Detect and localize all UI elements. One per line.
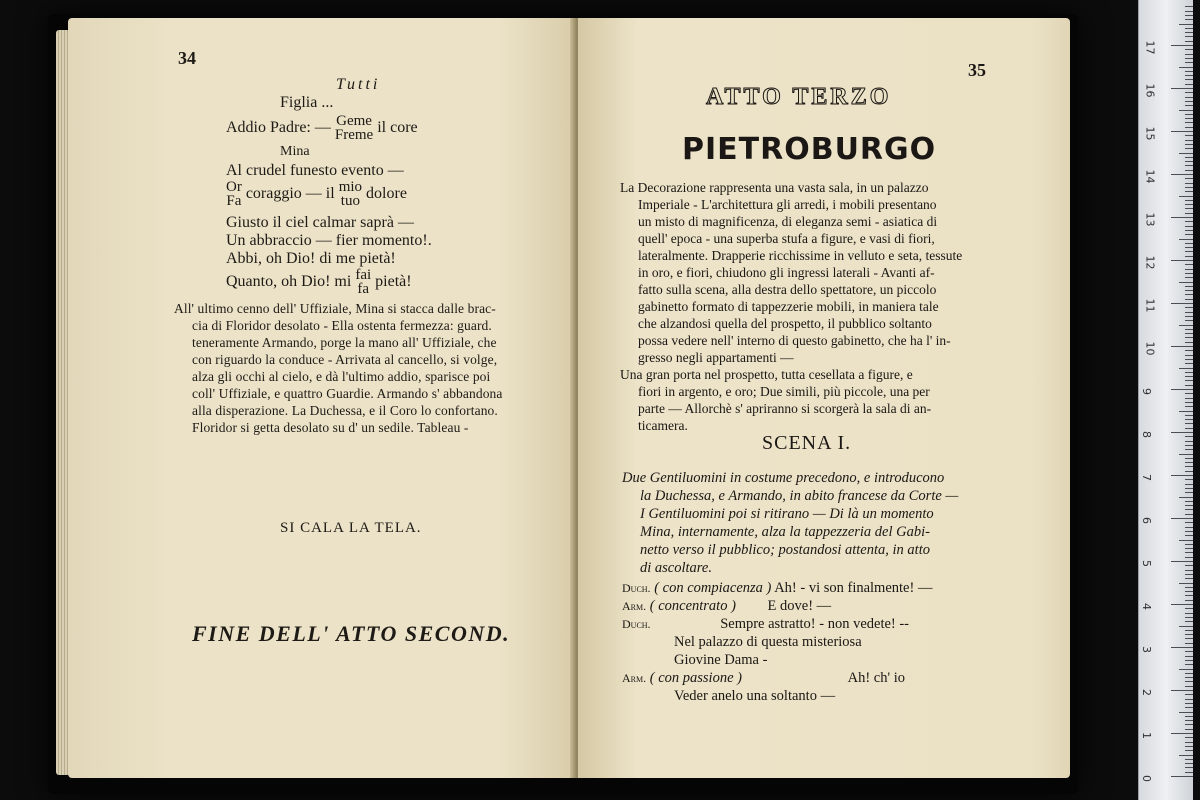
ruler-tick — [1185, 484, 1193, 485]
verse-coraggio — [226, 180, 407, 208]
ruler-tick — [1179, 282, 1193, 283]
verse-abbraccio: Un abbraccio — fier momento!. — [226, 232, 432, 249]
ruler-tick — [1171, 432, 1193, 433]
ruler-tick — [1185, 277, 1193, 278]
ruler-tick — [1185, 372, 1193, 373]
ruler-tick — [1185, 574, 1193, 575]
ruler-tick — [1185, 6, 1193, 7]
stage-cue: ( con compiacenza ) — [654, 580, 772, 596]
ruler-tick — [1185, 208, 1193, 209]
prose-line: alza gli occhi al cielo, e dà l'ultimo addio, sparisce poi — [192, 369, 491, 384]
left-page — [68, 18, 576, 778]
ruler-tick — [1185, 363, 1193, 364]
ruler-label: 13 — [1143, 212, 1157, 227]
speaker-label: Arm. — [622, 599, 647, 613]
ruler-tick — [1185, 226, 1193, 227]
dialogue-text: E dove! — — [767, 598, 832, 614]
word-fai: fai — [355, 267, 372, 283]
ruler-tick — [1171, 346, 1193, 347]
ruler-tick — [1185, 638, 1193, 639]
word-il-core: il core — [377, 119, 418, 136]
ruler-label: 8 — [1140, 431, 1153, 438]
ruler-tick — [1185, 565, 1193, 566]
verse-al-crudel: Al crudel funesto evento — — [226, 162, 404, 179]
word-fa2: fa — [357, 281, 370, 297]
stage-line: netto verso il pubblico; postandosi attenta, in atto — [640, 542, 930, 558]
ruler-tick — [1185, 213, 1193, 214]
prose-line: con riguardo la conduce - Arrivata al cancello, si volge, — [192, 352, 498, 367]
ruler-tick — [1185, 157, 1193, 158]
description-line: quell' epoca - una superba stufa a figure, e vasi di fiori, — [638, 231, 935, 246]
ruler-tick — [1185, 264, 1193, 265]
ruler-tick — [1185, 49, 1193, 50]
ruler-tick — [1185, 729, 1193, 730]
ruler-tick — [1185, 548, 1193, 549]
ruler-tick — [1185, 140, 1193, 141]
dialogue-text: Sempre astratto! - non vedete! -- — [720, 616, 910, 632]
curtain-falls: SI CALA LA TELA. — [280, 520, 422, 536]
ruler-tick — [1185, 479, 1193, 480]
ruler-tick — [1185, 772, 1193, 773]
ruler-tick — [1171, 733, 1193, 734]
ruler-label: 4 — [1140, 603, 1153, 610]
ruler-tick — [1185, 677, 1193, 678]
ruler-label: 7 — [1140, 474, 1153, 481]
ruler-tick — [1185, 763, 1193, 764]
ruler-tick — [1171, 88, 1193, 89]
word-or: Or — [226, 179, 242, 195]
ruler-tick — [1185, 380, 1193, 381]
ruler-tick — [1185, 544, 1193, 545]
page-number-right: 35 — [968, 60, 986, 80]
description-line: parte — Allorchè s' apriranno si scorgerà la sala di an- — [638, 401, 932, 416]
ruler-tick — [1185, 673, 1193, 674]
ruler-tick — [1185, 342, 1193, 343]
ruler-tick — [1185, 535, 1193, 536]
ruler-tick — [1185, 329, 1193, 330]
ruler-tick — [1185, 333, 1193, 334]
description-line: lateralmente. Drapperie ricchissime in velluto e seta, tessute — [638, 248, 963, 263]
ruler-tick — [1185, 75, 1193, 76]
verse-abbi: Abbi, oh Dio! di me pietà! — [226, 250, 396, 267]
stage-cue: ( concentrato ) — [649, 598, 736, 614]
word-pieta: pietà! — [375, 273, 412, 290]
ruler-tick — [1171, 776, 1193, 777]
ruler-label: 3 — [1140, 646, 1153, 653]
ruler-tick — [1185, 187, 1193, 188]
ruler-tick — [1185, 41, 1193, 42]
prose-line: teneramente Armando, porge la mano all' Uffiziale, che — [192, 335, 497, 350]
ruler-tick — [1185, 694, 1193, 695]
dialogue-text: Ah! ch' io — [847, 670, 905, 686]
location-title: PIETROBURGO — [682, 132, 937, 167]
word-quanto: Quanto, oh Dio! mi — [226, 273, 352, 290]
prose-line: alla disperazione. La Duchessa, e il Coro lo confortano. — [192, 403, 498, 418]
ruler-tick — [1185, 105, 1193, 106]
speaker-label: Duch. — [622, 617, 651, 631]
ruler-label: 0 — [1140, 775, 1153, 782]
ruler-tick — [1185, 122, 1193, 123]
tutti-heading: Tutti — [336, 76, 381, 93]
ruler-tick — [1185, 591, 1193, 592]
ruler-tick — [1185, 466, 1193, 467]
ruler-tick — [1185, 557, 1193, 558]
ruler-tick — [1179, 368, 1193, 369]
description-line: fatto sulla scena, alla destra dello spettatore, un piccolo — [638, 282, 937, 297]
ruler-tick — [1185, 273, 1193, 274]
ruler-tick — [1185, 256, 1193, 257]
ruler-tick — [1185, 552, 1193, 553]
geme-freme-stack — [335, 114, 373, 142]
ruler-tick — [1179, 239, 1193, 240]
ruler-tick — [1179, 454, 1193, 455]
ruler-label: 5 — [1140, 560, 1153, 567]
ruler-tick — [1171, 217, 1193, 218]
ruler-tick — [1185, 660, 1193, 661]
ruler-tick — [1185, 634, 1193, 635]
ruler-tick — [1185, 350, 1193, 351]
ruler-tick — [1171, 690, 1193, 691]
ruler-tick — [1185, 178, 1193, 179]
ruler-tick — [1185, 406, 1193, 407]
stage-line: Mina, internamente, alza la tappezzeria del Gabi- — [640, 524, 930, 540]
ruler-tick — [1171, 518, 1193, 519]
verse-addio — [226, 114, 418, 142]
word-fa: Fa — [226, 193, 242, 209]
dialogue-text: Veder anelo una soltanto — — [674, 688, 836, 704]
ruler-tick — [1185, 299, 1193, 300]
dialogue-text: Nel palazzo di questa misteriosa — [674, 634, 862, 650]
ruler-tick — [1179, 540, 1193, 541]
ruler-tick — [1185, 286, 1193, 287]
ruler-tick — [1185, 746, 1193, 747]
prose-line: cia di Floridor desolato - Ella ostenta fermezza: guard. — [192, 318, 492, 333]
stage-line: la Duchessa, e Armando, in abito francese da Corte — — [640, 488, 959, 504]
ruler-tick — [1185, 621, 1193, 622]
ruler-tick — [1171, 45, 1193, 46]
ruler-tick — [1179, 411, 1193, 412]
ruler-tick — [1185, 101, 1193, 102]
ruler-label: 16 — [1143, 83, 1157, 98]
ruler-tick — [1185, 449, 1193, 450]
ruler-tick — [1179, 110, 1193, 111]
dialogue-arm-2 — [622, 670, 905, 687]
stage-cue: ( con passione ) — [649, 670, 742, 686]
speaker-label: Arm. — [622, 671, 647, 685]
verse-addio-text: Addio Padre: — — [226, 119, 331, 136]
ruler-tick — [1185, 320, 1193, 321]
ruler-tick — [1185, 230, 1193, 231]
description-line: gabinetto formato di tappezzerie mobili, in maniera tale — [638, 299, 939, 314]
ruler-tick — [1185, 312, 1193, 313]
ruler-tick — [1185, 84, 1193, 85]
ruler-tick — [1185, 118, 1193, 119]
ruler-tick — [1185, 58, 1193, 59]
ruler-tick — [1185, 630, 1193, 631]
ruler-tick — [1185, 19, 1193, 20]
ruler-tick — [1185, 471, 1193, 472]
ruler-tick — [1185, 462, 1193, 463]
ruler-tick — [1171, 475, 1193, 476]
or-fa-stack — [226, 180, 242, 208]
description-line: La Decorazione rappresenta una vasta sala, in un palazzo — [620, 180, 929, 195]
ruler-label: 11 — [1143, 298, 1157, 313]
ruler-label: 17 — [1143, 40, 1157, 55]
fai-fa-stack — [355, 268, 371, 296]
ruler-tick — [1185, 423, 1193, 424]
ruler-tick — [1179, 67, 1193, 68]
ruler-tick — [1185, 522, 1193, 523]
ruler-tick — [1185, 458, 1193, 459]
ruler-tick — [1185, 587, 1193, 588]
end-of-act: FINE DELL' ATTO SECOND. — [192, 621, 511, 646]
ruler-tick — [1185, 505, 1193, 506]
ruler-tick — [1185, 376, 1193, 377]
ruler-tick — [1185, 127, 1193, 128]
ruler-tick — [1185, 488, 1193, 489]
verse-giusto: Giusto il ciel calmar saprà — — [226, 214, 414, 231]
ruler-tick — [1185, 651, 1193, 652]
ruler-tick — [1185, 724, 1193, 725]
ruler-tick — [1185, 71, 1193, 72]
ruler-tick — [1185, 578, 1193, 579]
description-line: un misto di magnificenza, di eleganza semi - asiatica di — [638, 214, 938, 229]
ruler-tick — [1179, 196, 1193, 197]
ruler-label: 14 — [1143, 169, 1157, 184]
ruler-tick — [1185, 750, 1193, 751]
ruler-tick — [1185, 445, 1193, 446]
ruler-tick — [1185, 307, 1193, 308]
ruler-tick — [1185, 11, 1193, 12]
ruler-label: 2 — [1140, 689, 1153, 696]
description-line: Imperiale - L'architettura gli arredi, i mobili presentano — [638, 197, 937, 212]
ruler-tick — [1179, 153, 1193, 154]
description-line: gresso negli appartamenti — — [638, 350, 794, 365]
word-tuo: tuo — [340, 193, 360, 209]
ruler-tick — [1185, 419, 1193, 420]
word-freme: Freme — [334, 127, 374, 143]
ruler-tick — [1185, 92, 1193, 93]
ruler-tick — [1171, 604, 1193, 605]
ruler-tick — [1185, 79, 1193, 80]
dialogue-duch-2 — [622, 616, 909, 633]
ruler-tick — [1185, 251, 1193, 252]
ruler-label: 12 — [1143, 255, 1157, 270]
right-page — [578, 18, 1070, 778]
speaker-label: Duch. — [622, 581, 651, 595]
ruler-tick — [1185, 221, 1193, 222]
ruler-tick — [1185, 62, 1193, 63]
page-number-left: 34 — [178, 48, 196, 68]
ruler-tick — [1185, 200, 1193, 201]
ruler-tick — [1185, 234, 1193, 235]
word-dolore: dolore — [366, 185, 407, 202]
speaker-mina: Mina — [280, 144, 310, 159]
ruler-tick — [1185, 247, 1193, 248]
verse-figlia: Figlia ... — [280, 94, 334, 111]
stage-line: I Gentiluomini poi si ritirano — Di là un momento — [640, 506, 934, 522]
ruler-tick — [1171, 260, 1193, 261]
ruler-tick — [1179, 497, 1193, 498]
ruler-tick — [1185, 686, 1193, 687]
ruler-tick — [1185, 135, 1193, 136]
word-mio: mio — [338, 179, 363, 195]
dialogue-text: Giovine Dama - — [674, 652, 768, 668]
ruler-tick — [1185, 97, 1193, 98]
ruler-tick — [1171, 647, 1193, 648]
ruler-tick — [1185, 148, 1193, 149]
ruler-tick — [1179, 755, 1193, 756]
ruler-tick — [1185, 608, 1193, 609]
word-coraggio: coraggio — il — [245, 185, 335, 202]
ruler-tick — [1185, 716, 1193, 717]
ruler-tick — [1185, 269, 1193, 270]
ruler-tick — [1185, 28, 1193, 29]
scene-title: SCENA I. — [762, 432, 852, 454]
description-line: ticamera. — [638, 418, 688, 433]
ruler-tick — [1185, 643, 1193, 644]
ruler-tick — [1185, 359, 1193, 360]
ruler-label: 6 — [1140, 517, 1153, 524]
description-line: che alzandosi quella del prospetto, il pubblico soltanto — [638, 316, 932, 331]
ruler-tick — [1185, 664, 1193, 665]
ruler-tick — [1179, 669, 1193, 670]
ruler-tick — [1185, 699, 1193, 700]
ruler-tick — [1185, 415, 1193, 416]
ruler-tick — [1185, 514, 1193, 515]
ruler-tick — [1185, 617, 1193, 618]
description-line: fiori in argento, e oro; Due simili, più piccole, una per — [638, 384, 930, 399]
ruler-tick — [1185, 720, 1193, 721]
ruler-tick — [1185, 656, 1193, 657]
ruler-tick — [1185, 428, 1193, 429]
ruler-tick — [1185, 385, 1193, 386]
ruler-tick — [1179, 626, 1193, 627]
prose-line: All' ultimo cenno dell' Uffiziale, Mina si stacca dalle brac- — [174, 301, 496, 316]
dialogue-text: Ah! - vi son finalmente! — — [774, 580, 933, 596]
ruler-tick — [1185, 737, 1193, 738]
ruler-tick — [1185, 398, 1193, 399]
ruler-tick — [1179, 583, 1193, 584]
ruler-tick — [1185, 703, 1193, 704]
ruler-tick — [1185, 161, 1193, 162]
dialogue-duch-1 — [622, 580, 932, 597]
ruler-tick — [1185, 165, 1193, 166]
ruler-tick — [1185, 441, 1193, 442]
prose-line: coll' Uffiziale, e quattro Guardie. Armando s' abbandona — [192, 386, 503, 401]
stage-line: di ascoltare. — [640, 560, 712, 576]
ruler-tick — [1185, 600, 1193, 601]
ruler-tick — [1185, 290, 1193, 291]
ruler-tick — [1185, 183, 1193, 184]
description-line: in oro, e fiori, chiudono gli ingressi laterali - Avanti af- — [638, 265, 935, 280]
mio-tuo-stack — [339, 180, 362, 208]
act-title: ATTO TERZO — [706, 84, 892, 110]
ruler-tick — [1185, 742, 1193, 743]
ruler-tick — [1185, 337, 1193, 338]
ruler-tick — [1171, 131, 1193, 132]
ruler-tick — [1185, 501, 1193, 502]
ruler-tick — [1185, 191, 1193, 192]
prose-line: Floridor si getta desolato su d' un sedile. Tableau - — [192, 420, 469, 435]
ruler-tick — [1185, 32, 1193, 33]
ruler-tick — [1171, 303, 1193, 304]
ruler-tick — [1185, 54, 1193, 55]
ruler-tick — [1171, 561, 1193, 562]
stage-line: Due Gentiluomini in costume precedono, e introducono — [622, 470, 945, 486]
ruler-tick — [1185, 527, 1193, 528]
ruler-tick — [1185, 316, 1193, 317]
ruler-tick — [1185, 613, 1193, 614]
ruler-tick — [1185, 707, 1193, 708]
ruler-label: 15 — [1143, 126, 1157, 141]
ruler-tick — [1185, 595, 1193, 596]
ruler-tick — [1185, 15, 1193, 16]
ruler-tick — [1185, 144, 1193, 145]
measuring-ruler — [1138, 0, 1193, 800]
ruler-tick — [1179, 24, 1193, 25]
ruler-tick — [1185, 570, 1193, 571]
ruler-tick — [1185, 509, 1193, 510]
ruler-tick — [1179, 325, 1193, 326]
ruler-tick — [1185, 36, 1193, 37]
ruler-tick — [1185, 402, 1193, 403]
ruler-tick — [1185, 170, 1193, 171]
word-geme: Geme — [336, 113, 372, 129]
ruler-tick — [1185, 767, 1193, 768]
ruler-label: 10 — [1143, 341, 1157, 356]
ruler-tick — [1185, 355, 1193, 356]
verse-quanto — [226, 268, 412, 296]
ruler-tick — [1185, 492, 1193, 493]
ruler-tick — [1185, 393, 1193, 394]
ruler-label: 9 — [1140, 388, 1153, 395]
description-line: possa vedere nell' interno di questo gabinetto, che ha l' in- — [638, 333, 951, 348]
ruler-tick — [1185, 204, 1193, 205]
ruler-tick — [1171, 174, 1193, 175]
ruler-tick — [1185, 436, 1193, 437]
ruler-tick — [1185, 759, 1193, 760]
ruler-tick — [1179, 712, 1193, 713]
ruler-tick — [1185, 294, 1193, 295]
ruler-tick — [1185, 114, 1193, 115]
ruler-tick — [1171, 389, 1193, 390]
dialogue-arm-1 — [622, 598, 831, 615]
ruler-tick — [1185, 681, 1193, 682]
ruler-tick — [1185, 243, 1193, 244]
ruler-label: 1 — [1140, 732, 1153, 739]
description-line: Una gran porta nel prospetto, tutta cesellata a figure, e — [620, 367, 913, 382]
ruler-tick — [1185, 531, 1193, 532]
